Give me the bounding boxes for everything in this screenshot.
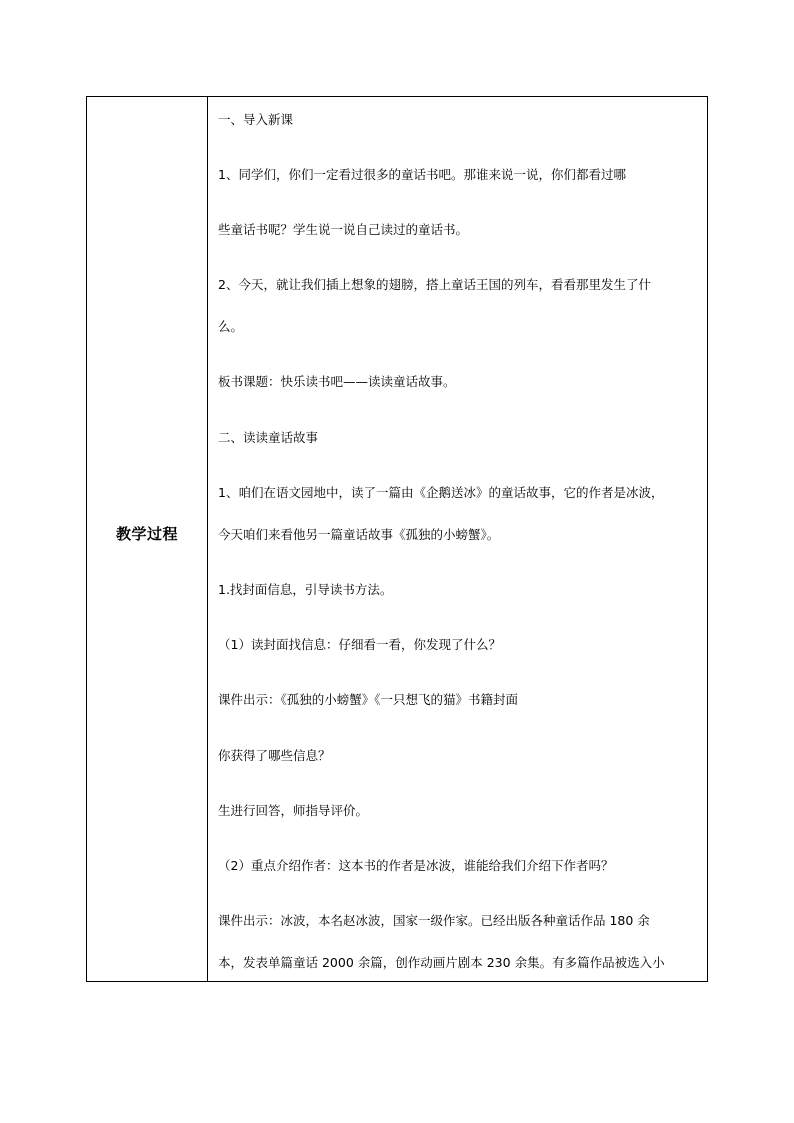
text-line: 你获得了哪些信息？ [218,748,331,763]
text-line: 1.找封面信息，引导读书方法。 [218,582,393,597]
text-line: 课件出示：《孤独的小螃蟹》《一只想飞的猫》书籍封面 [218,692,519,707]
text-line: 今天咱们来看他另一篇童话故事《孤独的小螃蟹》。 [218,527,500,542]
text-line: 本，发表单篇童话 2000 余篇，创作动画片剧本 230 余集。有多篇作品被选入小 [218,955,665,970]
text-line: 二、读读童话故事 [218,430,319,445]
text-line: （2）重点介绍作者：这本书的作者是冰波，谁能给我们介绍下作者吗？ [218,858,614,873]
lesson-table [86,96,708,982]
text-line: 2、今天，就让我们插上想象的翅膀，搭上童话王国的列车，看看那里发生了什 [218,277,651,292]
text-line: 些童话书呢？学生说一说自己读过的童话书。 [218,222,469,237]
content-cell [208,97,707,981]
text-line: 一、导入新课 [218,112,294,127]
text-line: 生进行回答，师指导评价。 [218,803,369,818]
section-label: 教学过程 [115,525,178,543]
section-label-cell [87,97,207,981]
text-line: 1、同学们，你们一定看过很多的童话书吧。那谁来说一说，你们都看过哪 [218,167,626,182]
text-line: 1、咱们在语文园地中，读了一篇由《企鹅送冰》的童话故事，它的作者是冰波， [218,485,664,500]
text-line: （1）读封面找信息：仔细看一看，你发现了什么？ [218,637,501,652]
text-line: 板书课题：快乐读书吧——读读童话故事。 [218,374,456,389]
text-line: 课件出示：冰波，本名赵冰波，国家一级作家。已经出版各种童话作品 180 余 [218,913,650,928]
text-line: 么。 [218,319,244,334]
